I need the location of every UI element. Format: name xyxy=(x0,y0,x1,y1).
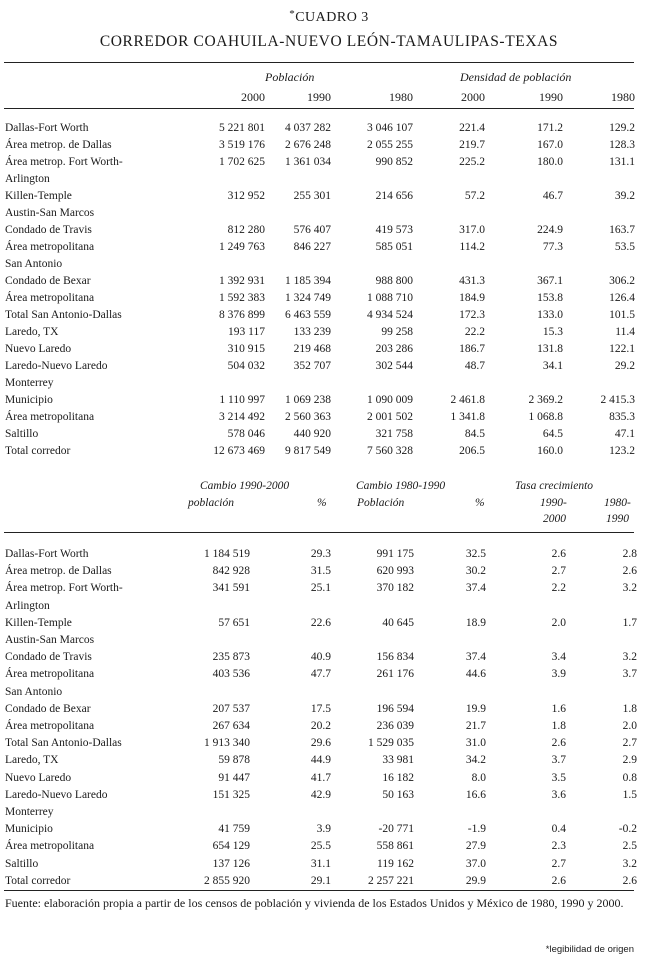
table-cell: 654 129 xyxy=(212,840,250,853)
table-cell: 2 415.3 xyxy=(600,394,635,406)
bottom-rule xyxy=(4,890,634,891)
table-cell: 91 447 xyxy=(218,771,250,784)
table-cell: 317.0 xyxy=(459,224,485,236)
table-cell: 419 573 xyxy=(375,224,413,236)
table-cell: 310 915 xyxy=(227,343,265,355)
table-cell: 4 934 524 xyxy=(367,309,413,321)
table-cell: 0.8 xyxy=(622,771,637,784)
table-cell: 440 920 xyxy=(293,428,331,440)
table-cell: 306.2 xyxy=(609,275,635,287)
row-label: Área metrop. Fort Worth- xyxy=(5,156,123,168)
table-cell: 1 068.8 xyxy=(528,411,563,423)
row-label: Municipio xyxy=(5,394,53,406)
table-cell: 203 286 xyxy=(375,343,413,355)
table-cell: 30.2 xyxy=(465,565,486,578)
table-cell: 186.7 xyxy=(459,343,485,355)
table-cell: 207 537 xyxy=(212,702,250,715)
row-label: Monterrey xyxy=(5,806,54,818)
table-cell: 29.3 xyxy=(310,548,331,560)
table-cell: 3.2 xyxy=(622,582,637,595)
header-poblacion: Población xyxy=(265,70,315,84)
table-cell: -20 771 xyxy=(378,823,414,836)
table-cell: 131.1 xyxy=(609,156,635,168)
table-cell: 2.2 xyxy=(551,582,566,595)
row-label: Condado de Travis xyxy=(5,224,92,236)
table-cell: 59 878 xyxy=(218,754,250,767)
table-cell: 2.6 xyxy=(551,874,566,887)
table-cell: 2.0 xyxy=(622,720,637,732)
row-label: Área metrop. de Dallas xyxy=(5,139,112,151)
table-cell: 101.5 xyxy=(609,309,635,321)
row-label: San Antonio xyxy=(5,685,63,698)
table-cell: 846 227 xyxy=(293,241,331,253)
table-cell: 2.7 xyxy=(551,857,566,870)
table-cell: 2.6 xyxy=(551,548,566,560)
table-cell: 34.2 xyxy=(465,754,486,767)
top-rule xyxy=(4,62,634,63)
row-label: Killen-Temple xyxy=(5,616,72,629)
table-cell: 255 301 xyxy=(293,190,331,202)
table-cell: 1 249 763 xyxy=(219,241,265,253)
year-header: 1990 xyxy=(307,90,331,104)
table-cell: 193 117 xyxy=(228,326,265,338)
row-label: Total corredor xyxy=(5,874,71,887)
table-cell: 219 468 xyxy=(293,343,331,355)
table-cell: 2.9 xyxy=(622,754,637,767)
table-number xyxy=(0,8,658,26)
row-label: Killen-Temple xyxy=(5,190,72,202)
table-cell: 352 707 xyxy=(293,360,331,372)
table-cell: 77.3 xyxy=(542,241,563,253)
table-cell: 16 182 xyxy=(382,771,414,784)
year-header: 1980 xyxy=(389,90,413,104)
table-cell: 163.7 xyxy=(609,224,635,236)
year-header: 2000 xyxy=(461,90,485,104)
row-label: Condado de Bexar xyxy=(5,275,91,287)
header-poblacion-a: población xyxy=(188,497,234,509)
table-cell: 22.6 xyxy=(310,616,331,629)
row-label: Área metropolitana xyxy=(5,411,95,423)
table-cell: 302 544 xyxy=(375,360,413,372)
table-cell: 367.1 xyxy=(537,275,563,287)
table-cell: 1.8 xyxy=(622,702,637,715)
header-tasa-b-1: 1980- xyxy=(604,497,631,509)
table-cell: 114.2 xyxy=(459,241,485,253)
table-cell: 29.6 xyxy=(310,737,331,750)
table-cell: 123.2 xyxy=(609,445,635,457)
table-cell: 119 162 xyxy=(377,857,414,870)
table-cell: 48.7 xyxy=(464,360,485,372)
table-cell: 1.8 xyxy=(551,720,566,732)
table-cell: 2 257 221 xyxy=(368,874,414,887)
row-label: Austin-San Marcos xyxy=(5,634,95,646)
table-cell: 137 126 xyxy=(212,857,250,870)
table-cell: 1.5 xyxy=(622,788,637,801)
table-cell: 0.4 xyxy=(551,823,566,836)
table-cell: 578 046 xyxy=(227,428,265,440)
table-cell: 21.7 xyxy=(465,720,486,732)
table-cell: 6 463 559 xyxy=(285,309,331,321)
table-cell: 31.5 xyxy=(310,565,331,578)
row-label: Condado de Travis xyxy=(5,651,92,664)
table-cell: 2 001 502 xyxy=(367,411,413,423)
table-cell: 1 913 340 xyxy=(204,737,250,750)
table-cell: 122.1 xyxy=(609,343,635,355)
table-cell: 812 280 xyxy=(227,224,265,236)
table-cell: 57.2 xyxy=(464,190,485,202)
row-label: Área metrop. Fort Worth- xyxy=(5,582,123,595)
table-cell: 2.6 xyxy=(622,874,637,887)
table-cell: 1 088 710 xyxy=(367,292,413,304)
header-rule-1 xyxy=(4,108,634,109)
header-tasa-a-2: 2000 xyxy=(543,513,566,525)
table-cell: 40.9 xyxy=(310,651,331,664)
table-cell: 1 069 238 xyxy=(285,394,331,406)
table-cell: 1 392 931 xyxy=(219,275,265,287)
table-cell: 3.9 xyxy=(316,823,331,836)
table-cell: 7 560 328 xyxy=(367,445,413,457)
table-cell: 990 852 xyxy=(375,156,413,168)
table-cell: 37.0 xyxy=(465,857,486,870)
table-cell: 2.8 xyxy=(622,548,637,560)
table-cell: 126.4 xyxy=(609,292,635,304)
table-cell: 47.7 xyxy=(310,668,331,681)
table-cell: 2.3 xyxy=(551,840,566,853)
table-cell: 53.5 xyxy=(614,241,635,253)
table-cell: 34.1 xyxy=(542,360,563,372)
table-cell: 3 046 107 xyxy=(367,122,413,134)
table-cell: 3 214 492 xyxy=(219,411,265,423)
table-cell: 1 529 035 xyxy=(368,737,414,750)
row-label: Dallas-Fort Worth xyxy=(5,548,89,560)
row-label: Área metropolitana xyxy=(5,840,95,853)
table-cell: 236 039 xyxy=(376,720,414,732)
table-cell: 2.0 xyxy=(551,616,566,629)
table-cell: 3.4 xyxy=(551,651,566,664)
table-cell: 50 163 xyxy=(382,788,414,801)
table-cell: 235 873 xyxy=(212,651,250,664)
year-header: 1980 xyxy=(611,90,635,104)
table-cell: 991 175 xyxy=(376,548,414,560)
table-cell: 2.6 xyxy=(551,737,566,750)
table-cell: 3.7 xyxy=(551,754,566,767)
table-cell: 29.1 xyxy=(310,874,331,887)
header-pct-b: % xyxy=(475,497,485,509)
table-cell: 2 369.2 xyxy=(528,394,563,406)
table-cell: 64.5 xyxy=(542,428,563,440)
row-label: Dallas-Fort Worth xyxy=(5,122,89,134)
table-cell: 15.3 xyxy=(542,326,563,338)
table-cell: 842 928 xyxy=(212,565,250,578)
row-label: Saltillo xyxy=(5,428,39,440)
table-cell: 2.7 xyxy=(622,737,637,750)
table-cell: 312 952 xyxy=(227,190,265,202)
table-cell: 370 182 xyxy=(376,582,414,595)
table-cell: 47.1 xyxy=(614,428,635,440)
table-cell: 1.7 xyxy=(622,616,637,629)
table-cell: 3.2 xyxy=(622,651,637,664)
table-cell: 25.5 xyxy=(310,840,331,853)
table-cell: 16.6 xyxy=(465,788,486,801)
table-cell: 160.0 xyxy=(537,445,563,457)
header-cambio-1990-2000: Cambio 1990-2000 xyxy=(200,480,290,492)
table-cell: 44.6 xyxy=(465,668,486,681)
header-pct-a: % xyxy=(317,497,327,509)
table-cell: 57 651 xyxy=(218,616,250,629)
table-cell: 33 981 xyxy=(382,754,414,767)
table-cell: 2 855 920 xyxy=(204,874,250,887)
table-cell: -0.2 xyxy=(618,823,637,836)
row-label: Área metropolitana xyxy=(5,241,95,253)
table-cell: 8 376 899 xyxy=(219,309,265,321)
table-cell: 25.1 xyxy=(310,582,331,595)
table-cell: 37.4 xyxy=(465,651,486,664)
header-densidad: Densidad de población xyxy=(460,70,572,84)
table-cell: 2.6 xyxy=(622,565,637,578)
table-cell: 558 861 xyxy=(376,840,414,853)
table-cell: 167.0 xyxy=(537,139,563,151)
table-cell: 620 993 xyxy=(376,565,414,578)
table-cell: 128.3 xyxy=(609,139,635,151)
table-cell: 172.3 xyxy=(459,309,485,321)
table-cell: 2 055 255 xyxy=(367,139,413,151)
row-label: Área metropolitana xyxy=(5,720,95,732)
table-cell: 44.9 xyxy=(310,754,331,767)
table-cell: 39.2 xyxy=(614,190,635,202)
table-cell: 156 834 xyxy=(376,651,414,664)
table-cell: 11.4 xyxy=(615,326,635,338)
table-cell: 3.7 xyxy=(622,668,637,681)
table-cell: 1 361 034 xyxy=(285,156,331,168)
table-cell: 2 676 248 xyxy=(285,139,331,151)
table-cell: 41 759 xyxy=(218,823,250,836)
table-cell: 32.5 xyxy=(465,548,486,560)
legibility-note: *legibilidad de origen xyxy=(545,944,634,955)
table-cell: 29.2 xyxy=(614,360,635,372)
table-cell: 131.8 xyxy=(537,343,563,355)
table-cell: 184.9 xyxy=(459,292,485,304)
year-header: 2000 xyxy=(241,90,265,104)
row-label: Monterrey xyxy=(5,377,54,389)
table-cell: 1 324 749 xyxy=(285,292,331,304)
table-cell: 42.9 xyxy=(310,788,331,801)
table-cell: 214 656 xyxy=(375,190,413,202)
table-cell: 22.2 xyxy=(464,326,485,338)
table-cell: 31.0 xyxy=(465,737,486,750)
table-cell: 225.2 xyxy=(459,156,485,168)
table-cell: 1 592 383 xyxy=(219,292,265,304)
table-cell: 4 037 282 xyxy=(285,122,331,134)
table-cell: 9 817 549 xyxy=(285,445,331,457)
header-rule-2 xyxy=(4,532,634,533)
table-cell: 171.2 xyxy=(537,122,563,134)
table-cell: 17.5 xyxy=(310,702,331,715)
table-cell: 431.3 xyxy=(459,275,485,287)
table-cell: 403 536 xyxy=(212,668,250,681)
table-cell: 1.6 xyxy=(551,702,566,715)
table-cell: 261 176 xyxy=(376,668,414,681)
table-title: CORREDOR COAHUILA-NUEVO LEÓN-TAMAULIPAS-TEXAS xyxy=(99,33,559,50)
row-label: Laredo-Nuevo Laredo xyxy=(5,360,108,372)
row-label: Total San Antonio-Dallas xyxy=(5,309,122,321)
table-cell: 267 634 xyxy=(212,720,250,732)
header-tasa-b-2: 1990 xyxy=(606,513,629,525)
table-cell: 84.5 xyxy=(464,428,485,440)
table-cell: 12 673 469 xyxy=(213,445,265,457)
table-cell: 196 594 xyxy=(376,702,414,715)
header-tasa-a-1: 1990- xyxy=(540,497,567,509)
row-label: Total corredor xyxy=(5,445,71,457)
table-cell: 133 239 xyxy=(293,326,331,338)
row-label: Área metrop. de Dallas xyxy=(5,565,112,578)
table-cell: 3.2 xyxy=(622,857,637,870)
table-cell: 153.8 xyxy=(537,292,563,304)
header-poblacion-b: Población xyxy=(357,497,405,509)
table-cell: 1 341.8 xyxy=(450,411,485,423)
row-label: Austin-San Marcos xyxy=(5,207,95,219)
table-cell: 19.9 xyxy=(465,702,486,715)
row-label: Área metropolitana xyxy=(5,668,95,681)
table-cell: 1 185 394 xyxy=(285,275,331,287)
header-cambio-1980-1990: Cambio 1980-1990 xyxy=(356,480,446,492)
table-cell: 504 032 xyxy=(227,360,265,372)
header-tasa-crecimiento: Tasa crecimiento xyxy=(515,480,594,492)
row-label: Arlington xyxy=(5,173,50,185)
table-cell: 2.5 xyxy=(622,840,637,853)
footnote: Fuente: elaboración propia a partir de los censos de población y vivienda de los Estados Unidos y México de 1980, 1990 y 2000. xyxy=(5,896,624,910)
row-label: Municipio xyxy=(5,823,53,836)
table-cell: 151 325 xyxy=(212,788,250,801)
row-label: Laredo, TX xyxy=(5,326,59,338)
table-cell: 1 184 519 xyxy=(204,548,250,560)
table-cell: 206.5 xyxy=(459,445,485,457)
asterisk-marker: * xyxy=(289,8,296,20)
table-cell: 41.7 xyxy=(310,771,331,784)
table-cell: 2.7 xyxy=(551,565,566,578)
table-cell: 224.9 xyxy=(537,224,563,236)
table-cell: 221.4 xyxy=(459,122,485,134)
row-label: Saltillo xyxy=(5,857,39,870)
table-cell: 1 090 009 xyxy=(367,394,413,406)
table-cell: 321 758 xyxy=(375,428,413,440)
table-cell: 219.7 xyxy=(459,139,485,151)
table-cell: 3.5 xyxy=(551,771,566,784)
table-cell: 20.2 xyxy=(310,720,331,732)
table-cell: 99 258 xyxy=(381,326,413,338)
table-cell: 40 645 xyxy=(382,616,414,629)
row-label: San Antonio xyxy=(5,258,63,270)
row-label: Nuevo Laredo xyxy=(5,771,72,784)
table-cell: 37.4 xyxy=(465,582,486,595)
row-label: Área metropolitana xyxy=(5,292,95,304)
row-label: Laredo, TX xyxy=(5,754,59,767)
table-cell: 576 407 xyxy=(293,224,331,236)
row-label: Condado de Bexar xyxy=(5,702,91,715)
table-cell: 46.7 xyxy=(542,190,563,202)
table-cell: 2 461.8 xyxy=(450,394,485,406)
table-cell: 2 560 363 xyxy=(285,411,331,423)
table-cell: 129.2 xyxy=(609,122,635,134)
table-cell: 133.0 xyxy=(537,309,563,321)
row-label: Nuevo Laredo xyxy=(5,343,72,355)
table-cell: 3.9 xyxy=(551,668,566,681)
table-cell: 8.0 xyxy=(471,771,486,784)
table-cell: 585 051 xyxy=(375,241,413,253)
table-cell: 988 800 xyxy=(375,275,413,287)
row-label: Arlington xyxy=(5,599,50,612)
year-header: 1990 xyxy=(539,90,563,104)
table-cell: 1 702 625 xyxy=(219,156,265,168)
table-cell: 835.3 xyxy=(609,411,635,423)
table-cell: 5 221 801 xyxy=(219,122,265,134)
table-cell: 341 591 xyxy=(212,582,250,595)
table-cell: 29.9 xyxy=(465,874,486,887)
table-cell: 1 110 997 xyxy=(219,394,265,406)
table-cell: 31.1 xyxy=(310,857,331,870)
table-cell: 27.9 xyxy=(465,840,486,853)
table-cell: 3 519 176 xyxy=(219,139,265,151)
table-cell: 180.0 xyxy=(537,156,563,168)
row-label: Laredo-Nuevo Laredo xyxy=(5,788,108,801)
table-cell: 3.6 xyxy=(551,788,566,801)
table-cell: -1.9 xyxy=(467,823,486,836)
row-label: Total San Antonio-Dallas xyxy=(5,737,122,750)
table-number-text: CUADRO 3 xyxy=(295,10,369,25)
table-cell: 18.9 xyxy=(465,616,486,629)
